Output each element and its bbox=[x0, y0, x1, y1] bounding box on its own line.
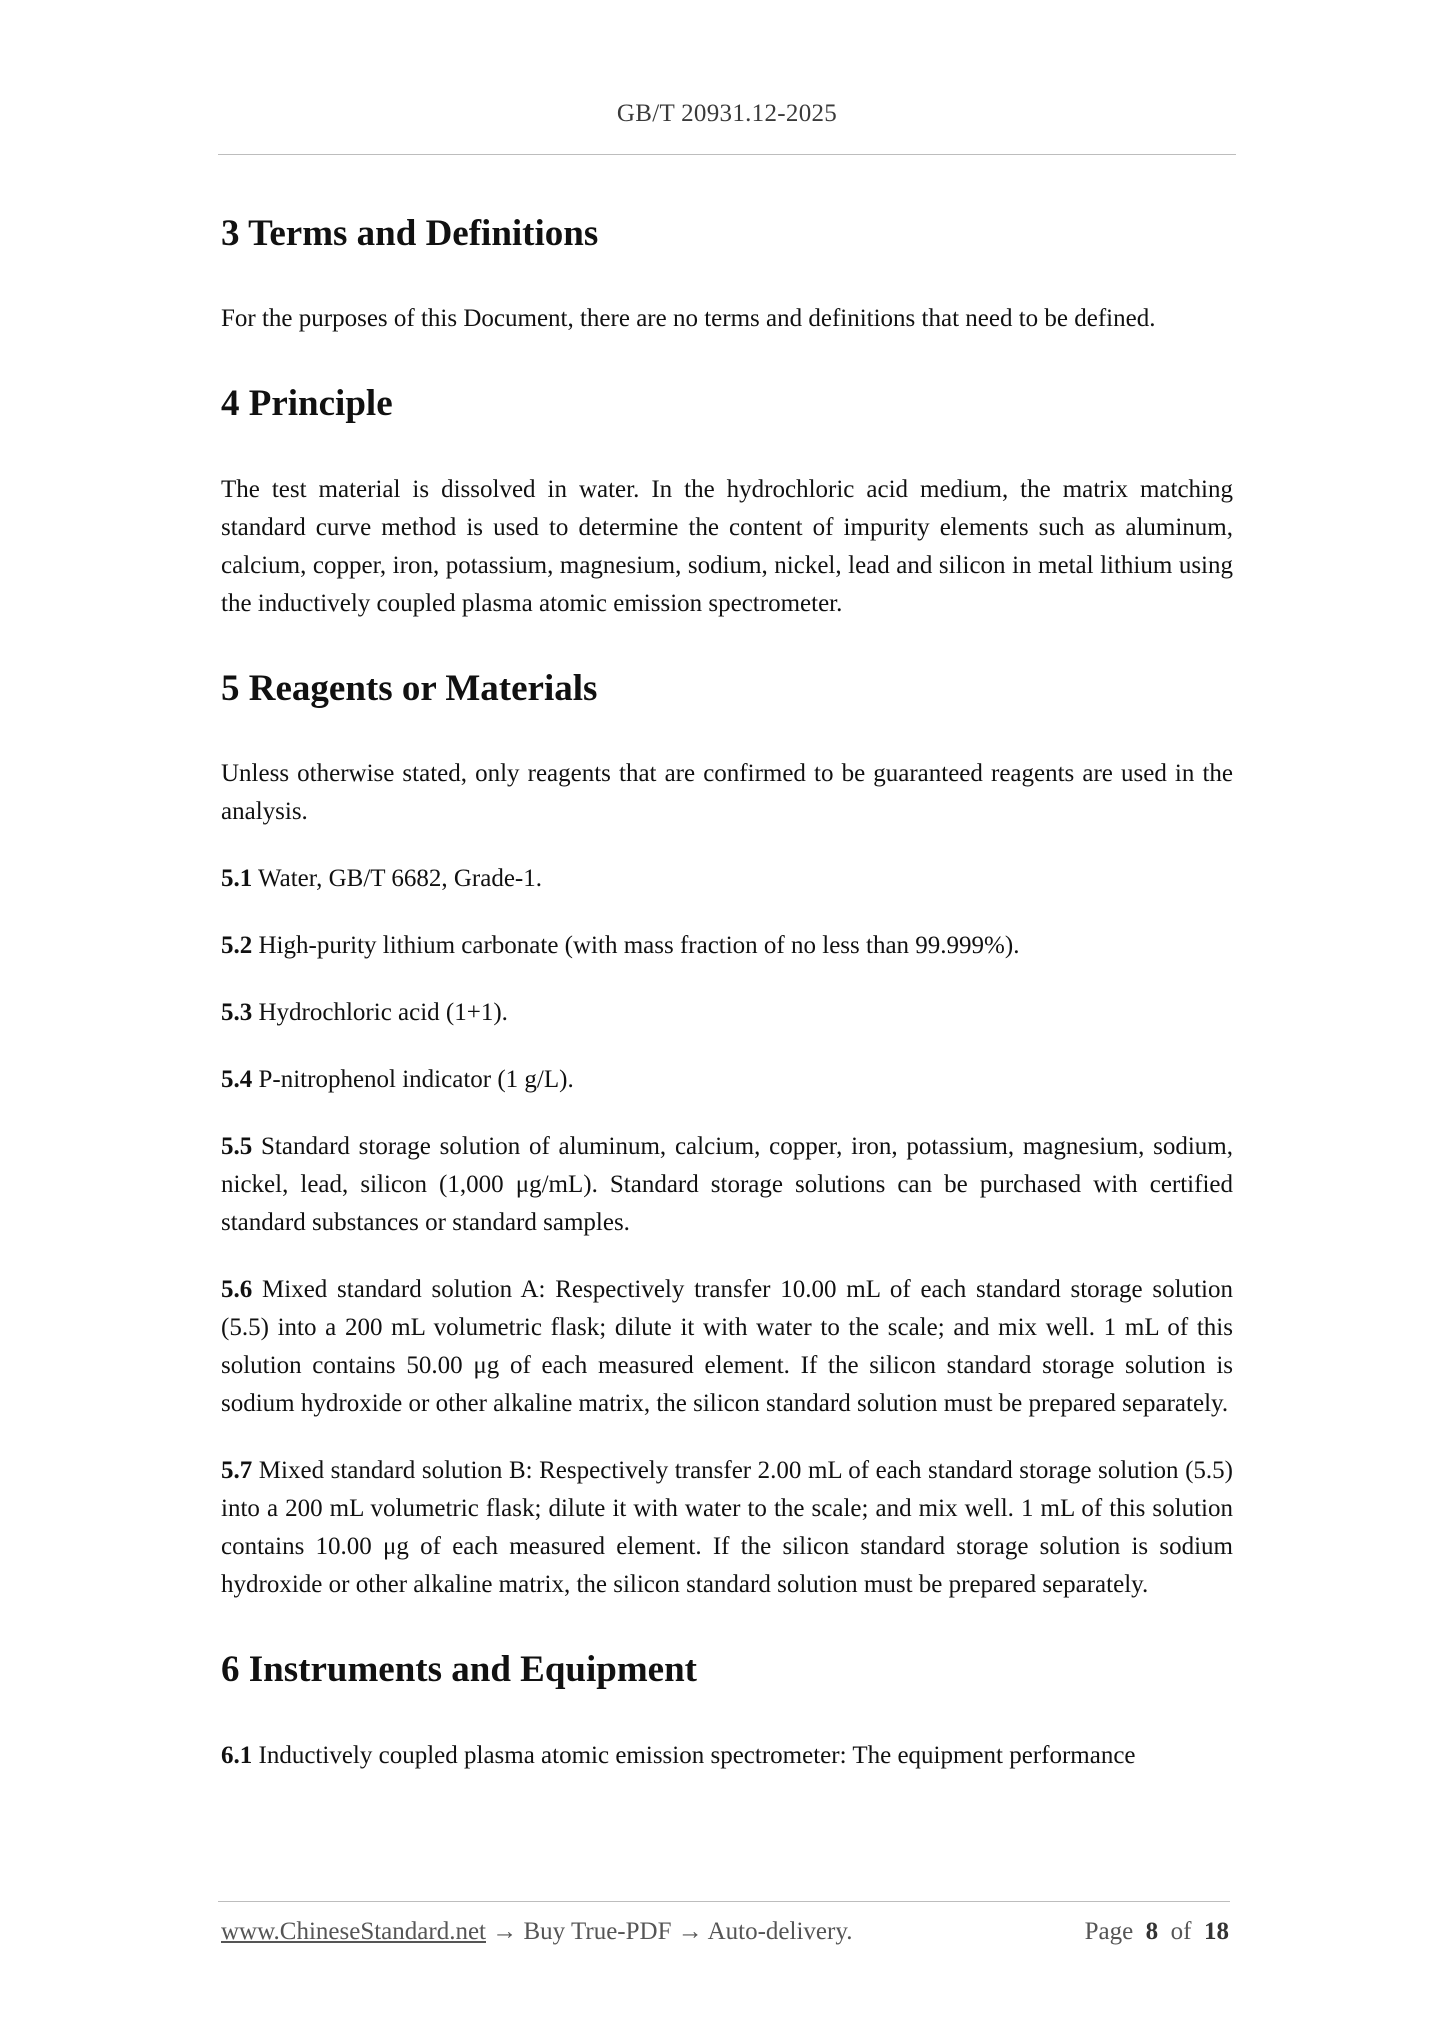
footer-promo bbox=[221, 1918, 852, 1946]
clause-number: 5.1 bbox=[221, 865, 253, 893]
clause-number: 5.3 bbox=[221, 999, 253, 1027]
page-number bbox=[1085, 1918, 1229, 1946]
clause-text: P-nitrophenol indicator (1 g/L). bbox=[252, 1066, 574, 1094]
clause-text: Mixed standard solution B: Respectively transfer 2.00 mL of each standard storage solution (5.5) into a 200 mL volumetric flask; dilute it with water to the scale; and mix well. 1 mL of this solution contains 10.00 μg of each measured element. If the silicon standard storage solution is sodium hydroxide or other alkaline matrix, the silicon standard solution must be prepared separately. bbox=[221, 1457, 1233, 1599]
header-divider bbox=[218, 154, 1236, 155]
clause-text: Water, GB/T 6682, Grade-1. bbox=[252, 865, 542, 893]
clause-text: Standard storage solution of aluminum, calcium, copper, iron, potassium, magnesium, sodium, nickel, lead, silicon (1,000 μg/mL). Standard storage solutions can be purchased with certified standard substances or standard samples. bbox=[221, 1133, 1233, 1237]
section-3-body: For the purposes of this Document, there are no terms and definitions that need to be defined. bbox=[221, 305, 1156, 333]
clause-5-3 bbox=[221, 994, 1233, 1032]
clause-number: 6.1 bbox=[221, 1741, 253, 1769]
clause-number: 5.6 bbox=[221, 1276, 253, 1304]
clause-5-7 bbox=[221, 1452, 1233, 1604]
clause-number: 5.4 bbox=[221, 1066, 253, 1094]
clause-5-5 bbox=[221, 1128, 1233, 1242]
page-header: GB/T 20931.12-2025 bbox=[616, 100, 838, 127]
page-label: Page bbox=[1084, 1918, 1134, 1945]
clause-5-4 bbox=[221, 1061, 1233, 1099]
section-heading-4: 4 Principle bbox=[221, 383, 393, 425]
page-current: 8 bbox=[1145, 1918, 1159, 1945]
section-heading-3: 3 Terms and Definitions bbox=[221, 213, 599, 254]
clause-6-1 bbox=[221, 1737, 1233, 1775]
clause-5-1 bbox=[221, 860, 1233, 898]
site-link[interactable]: www.ChineseStandard.net bbox=[221, 1918, 486, 1945]
section-5-intro: Unless otherwise stated, only reagents that are confirmed to be guaranteed reagents are used in the analysis. bbox=[221, 760, 1233, 826]
clause-text: High-purity lithium carbonate (with mass fraction of no less than 99.999%). bbox=[252, 932, 1020, 960]
page-total: 18 bbox=[1204, 1918, 1229, 1945]
section-4-body: The test material is dissolved in water. In the hydrochloric acid medium, the matrix matching standard curve method is used to determine the content of impurity elements such as aluminum, calcium, copper, iron, potassium, magnesium, sodium, nickel, lead and silicon in metal lithium using the inductively coupled plasma atomic emission spectrometer. bbox=[221, 475, 1233, 617]
footer-promo-text: → Buy True-PDF → Auto-delivery. bbox=[486, 1918, 853, 1945]
clause-text: Inductively coupled plasma atomic emission spectrometer: The equipment performance bbox=[252, 1741, 1136, 1769]
clause-number: 5.2 bbox=[221, 932, 253, 960]
page-content bbox=[221, 212, 1233, 1804]
clause-number: 5.7 bbox=[221, 1457, 253, 1485]
page-of: of bbox=[1170, 1918, 1192, 1945]
clause-5-2 bbox=[221, 927, 1233, 965]
clause-5-6 bbox=[221, 1271, 1233, 1423]
clause-text: Mixed standard solution A: Respectively transfer 10.00 mL of each standard storage solution (5.5) into a 200 mL volumetric flask; dilute it with water to the scale; and mix well. 1 mL of this solution contains 50.00 μg of each measured element. If the silicon standard storage solution is sodium hydroxide or other alkaline matrix, the silicon standard solution must be prepared separately. bbox=[221, 1276, 1233, 1418]
clause-number: 5.5 bbox=[221, 1133, 253, 1161]
section-heading-5: 5 Reagents or Materials bbox=[221, 667, 598, 709]
section-heading-6: 6 Instruments and Equipment bbox=[221, 1649, 697, 1691]
footer-divider bbox=[218, 1901, 1230, 1902]
clause-text: Hydrochloric acid (1+1). bbox=[252, 999, 508, 1027]
